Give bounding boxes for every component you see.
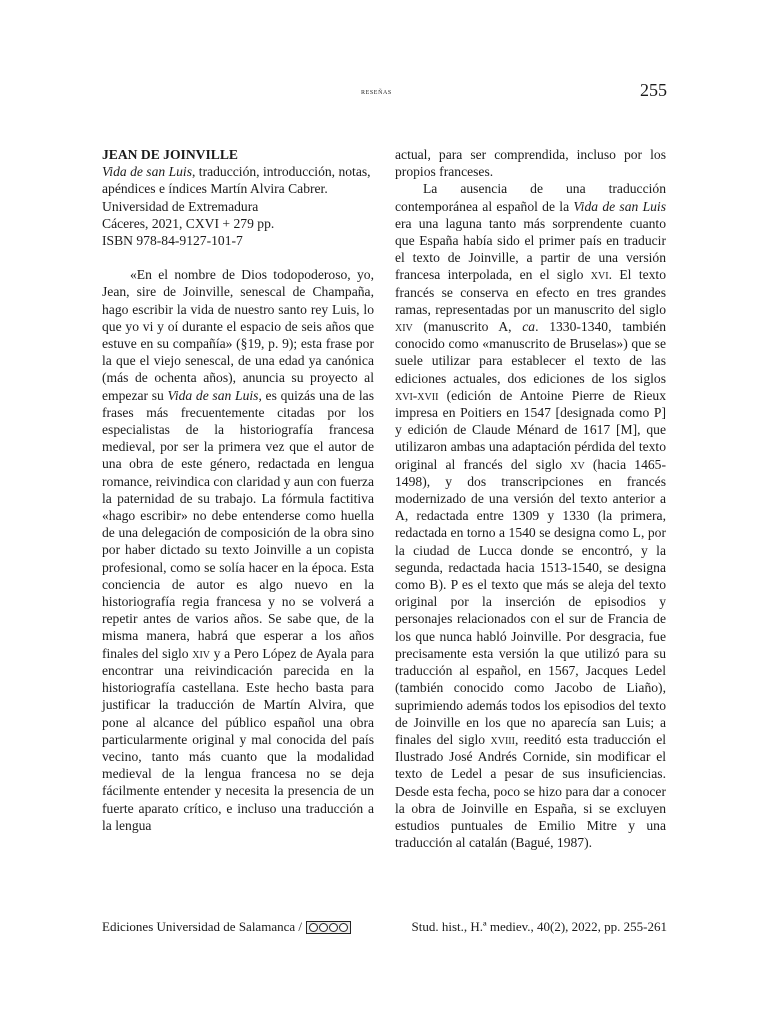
by-dot-icon — [319, 923, 328, 932]
text-run: «En el nombre de Dios todopoderoso, yo, Jean, sire de Joinville, senescal de Champaña, hago escribir la vida de nuestro santo rey Luis, lo que yo vi y oí durante el espacio de seis años que estuve en su compañía» (§19, p. 9); esta frase por la que el viejo senescal, de una edad ya canónica (más de ochenta años), anuncia su proyecto al empezar su — [102, 267, 374, 403]
book-description: , traducción, introducción, notas, apéndices e índices Martín Alvira Cabrer. — [102, 164, 371, 197]
book-title-line — [102, 163, 374, 197]
text-run: . El texto francés se conserva en efecto en tres grandes ramas, representadas por un manuscrito del siglo — [395, 267, 666, 317]
body-paragraph-2 — [395, 180, 666, 851]
century-numeral: xvi — [590, 267, 609, 283]
century-numeral: xviii — [490, 731, 515, 747]
book-place-year: Cáceres, 2021, CXVI + 279 pp. — [102, 215, 275, 231]
publisher-name: Ediciones Universidad de Salamanca / — [102, 919, 302, 934]
book-author: JEAN DE JOINVILLE — [102, 147, 238, 162]
left-column — [102, 146, 374, 834]
century-numeral: xvi-xvii — [395, 387, 439, 403]
body-paragraph-1 — [102, 266, 374, 834]
century-numeral: xv — [570, 456, 585, 472]
text-run: (hacia 1465-1498), y dos transcripciones en francés modernizado de una versión del texto anterior a A, redactada entre 1309 y 1330 (la primera, redactada en torno a 1540 se designa como L, por la ciudad de Lucca donde se encontró, y la segunda, redactada hacia 1513-1540, se designa como B). P es el texto que más se aleja del texto original por la inserción de episodios y personajes relacionados con el sur de Francia de los que nunca habló Joinville. Por desgracia, fue precisamente esta versión la que utilizó para su traducción al español, en 1567, Jacques Ledel (también conocido como Jacobo de Liaño), suprimiendo además todos los episodios del texto de Joinville en los que no aparecía san Luis; a finales del siglo — [395, 456, 666, 747]
cc-dot-icon — [309, 923, 318, 932]
text-run: La ausencia de una traducción contemporánea al español de la — [395, 181, 666, 214]
text-run: (edición de Antoine Pierre de Rieux impresa en Poitiers en 1547 [designada como P] y edición de Claude Ménard de 1617 [M], que utilizaron ambas una adaptación pérdida del texto original al francés del siglo — [395, 387, 666, 472]
book-reference — [102, 146, 374, 249]
continued-paragraph: actual, para ser comprendida, incluso por los propios franceses. — [395, 147, 666, 180]
text-run: era una laguna tanto más sorprendente cuanto que España había sido el primer país en traducir el texto de Joinville, a partir de una versión francesa interpolada, en el siglo — [395, 215, 666, 283]
book-isbn: ISBN 978-84-9127-101-7 — [102, 233, 243, 249]
section-label: reseñas — [361, 86, 392, 96]
text-run: (manuscrito A, — [412, 319, 523, 335]
text-run: . 1330-1340, también conocido como «manuscrito de Bruselas») que se suele utilizar para establecer el texto de las ediciones actuales, dos ediciones de los siglos — [395, 319, 666, 386]
italic-abbrev: ca — [522, 319, 536, 335]
footer-publisher — [102, 919, 351, 935]
text-run: , reeditó esta traducción el Ilustrado José Andrés Cornide, sin modificar el texto de Ledel a pesar de sus insuficiencias. Desde esta fecha, poco se hizo para dar a conocer la obra de Joinville en España, si se excluyen estudios puntuales de Emilio Mitre y una traducción al catalán (Bagué, 1987). — [395, 731, 667, 851]
footer-citation: Stud. hist., H.ª mediev., 40(2), 2022, pp. 255-261 — [411, 919, 667, 934]
century-numeral: xiv — [395, 319, 413, 335]
italic-title: Vida de san Luis — [573, 198, 666, 214]
text-run: , es quizás una de las frases más frecuentemente citadas por los especialistas de la historiografía francesa medieval, por ser la primera vez que el autor de una obra de este género, redactada en lengua romance, reivindica con claridad y aun con fuerza la paternidad de su trabajo. La fórmula factitiva «hago escribir» no debe entenderse como huella de una delegación de composición de la obra sino por haber dictado su texto Joinville a un copista profesional, como se solía hacer en la época. Esta conciencia de autor es algo nuevo en la historiografía regia francesa y no se volverá a repetir antes de varios años. Se sabe que, de la misma manera, habrá que esperar a los años finales del siglo — [102, 387, 374, 661]
nc-dot-icon — [329, 923, 338, 932]
nd-dot-icon — [339, 923, 348, 932]
cc-by-nc-nd-icon[interactable] — [306, 921, 351, 934]
page-number: 255 — [640, 80, 667, 100]
book-title: Vida de san Luis — [102, 164, 192, 180]
book-publisher: Universidad de Extremadura — [102, 198, 259, 214]
century-numeral: xiv — [192, 645, 211, 661]
text-run: y a Pero López de Ayala para encontrar una reivindicación parecida en la historiografía castellana. Este hecho basta para justificar la traducción de Martín Alvira, que pone al alcance del público español una obra particularmente original y mal conocida del país vecino, tanto más cuanto que la modalidad medieval de la lengua francesa no se deja fácilmente entender y necesita la presencia de un fuerte aparato crítico, e incluso una traducción a la lengua — [102, 645, 374, 833]
right-column — [395, 146, 666, 851]
italic-title: Vida de san Luis — [167, 387, 259, 403]
